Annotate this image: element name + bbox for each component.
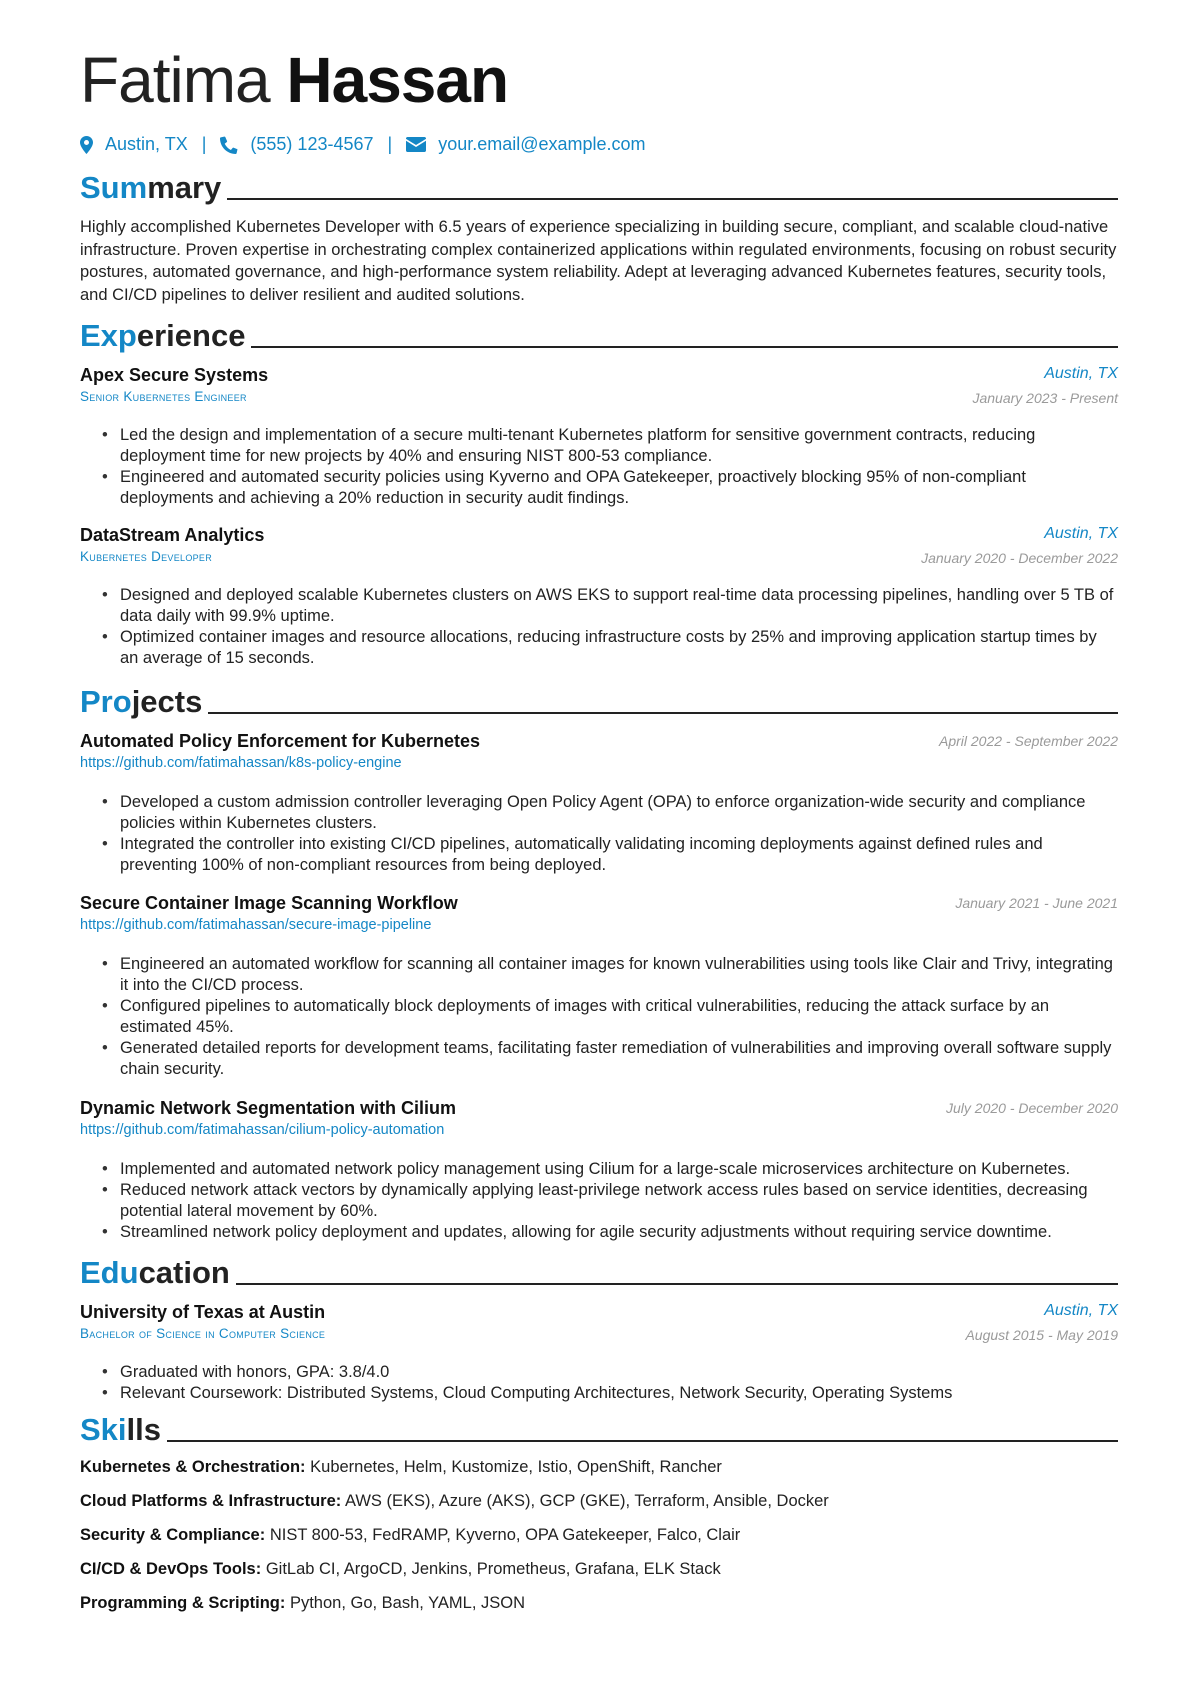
education-dates: August 2015 - May 2019 <box>965 1327 1118 1343</box>
bullet-item: • Streamlined network policy deployment and updates, allowing for agile security adjustments without requiring service downtime. <box>102 1222 1118 1243</box>
separator: | <box>201 134 207 154</box>
job-entry <box>80 525 1118 564</box>
company-name: Apex Secure Systems <box>80 365 269 385</box>
bullet-item: • Integrated the controller into existing CI/CD pipelines, automatically validating incoming deployments against defined rules and preventing 100% of non-compliant resources from being deployed. <box>102 834 1118 876</box>
phone-icon <box>220 136 238 154</box>
contact-location <box>80 134 188 155</box>
bullet-item: • Engineered and automated security policies using Kyverno and OPA Gatekeeper, proactively blocking 95% of non-compliant deployments and achieving a 20% reduction in security audit findings. <box>102 467 1118 509</box>
section-heading-projects: Projects <box>80 684 1118 720</box>
project-link[interactable]: https://github.com/fatimahassan/k8s-policy-engine <box>80 755 402 771</box>
section-heading-education: Education <box>80 1255 1118 1291</box>
job-bullets <box>102 425 1118 509</box>
skill-label: CI/CD & DevOps Tools: <box>80 1560 262 1578</box>
skill-label: Cloud Platforms & Infrastructure: <box>80 1492 342 1510</box>
project-dates: April 2022 - September 2022 <box>939 733 1118 749</box>
job-title: Senior Kubernetes Engineer <box>80 389 247 404</box>
project-title: Dynamic Network Segmentation with Cilium <box>80 1098 457 1118</box>
section-rule <box>208 712 1118 714</box>
bullet-item: • Relevant Coursework: Distributed Systems, Cloud Computing Architectures, Network Security, Operating Systems <box>102 1383 1118 1404</box>
skill-row <box>80 1458 722 1477</box>
bullet-item: • Developed a custom admission controller leveraging Open Policy Agent (OPA) to enforce organization-wide security and compliance policies within Kubernetes clusters. <box>102 792 1118 834</box>
project-link[interactable]: https://github.com/fatimahassan/cilium-policy-automation <box>80 1122 445 1138</box>
job-location: Austin, TX <box>1044 365 1118 382</box>
first-name: Fatima <box>80 44 270 116</box>
map-marker-icon <box>80 136 93 154</box>
email-text: your.email@example.com <box>438 134 646 154</box>
skill-row <box>80 1492 829 1511</box>
separator: | <box>387 134 393 154</box>
bullet-item: • Led the design and implementation of a secure multi-tenant Kubernetes platform for sensitive government contracts, reducing deployment time for new projects by 40% and ensuring NIST 800-53 compliance. <box>102 425 1118 467</box>
contact-email[interactable] <box>406 134 645 155</box>
section-heading-skills: Skills <box>80 1412 1118 1448</box>
project-bullets <box>102 1159 1118 1243</box>
project-entry <box>80 893 1118 933</box>
school-location: Austin, TX <box>1044 1302 1118 1319</box>
skill-value: Python, Go, Bash, YAML, JSON <box>289 1594 526 1612</box>
bullet-item: • Engineered an automated workflow for scanning all container images for known vulnerabilities using tools like Clair and Trivy, integrating it into the CI/CD process. <box>102 954 1118 996</box>
project-link[interactable]: https://github.com/fatimahassan/secure-image-pipeline <box>80 917 432 933</box>
skill-value: AWS (EKS), Azure (AKS), GCP (GKE), Terraform, Ansible, Docker <box>344 1492 829 1510</box>
job-dates: January 2023 - Present <box>972 390 1118 406</box>
bullet-item: • Designed and deployed scalable Kubernetes clusters on AWS EKS to support real-time data processing pipelines, handling over 5 TB of data daily with 99.9% uptime. <box>102 585 1118 627</box>
job-entry <box>80 365 1118 404</box>
skill-value: GitLab CI, ArgoCD, Jenkins, Prometheus, Grafana, ELK Stack <box>265 1560 721 1578</box>
project-entry <box>80 731 1118 771</box>
skill-label: Security & Compliance: <box>80 1526 266 1544</box>
section-rule <box>227 198 1118 200</box>
bullet-item: • Configured pipelines to automatically block deployments of images with critical vulnerabilities, reducing the attack surface by an estimated 45%. <box>102 996 1118 1038</box>
bullet-item: • Graduated with honors, GPA: 3.8/4.0 <box>102 1362 1118 1383</box>
section-heading-summary: Summary <box>80 170 1118 206</box>
degree: Bachelor of Science in Computer Science <box>80 1326 326 1341</box>
job-dates: January 2020 - December 2022 <box>921 550 1118 566</box>
skill-row <box>80 1594 525 1613</box>
section-heading-experience: Experience <box>80 318 1118 354</box>
section-rule <box>236 1283 1118 1285</box>
bullet-item: • Reduced network attack vectors by dynamically applying least-privilege network access rules based on service identities, decreasing potential lateral movement by 60%. <box>102 1180 1118 1222</box>
project-dates: January 2021 - June 2021 <box>955 895 1118 911</box>
last-name: Hassan <box>286 44 509 116</box>
school-name: University of Texas at Austin <box>80 1302 326 1322</box>
summary-text: Highly accomplished Kubernetes Developer with 6.5 years of experience specializing in building secure, compliant, and scalable cloud-native infrastructure. Proven expertise in orchestrating complex containerized applications within regulated environments, focusing on robust security postures, automated governance, and high-performance system reliability. Adept at leveraging advanced Kubernetes features, security tools, and CI/CD pipelines to deliver resilient and audited solutions. <box>80 218 1117 304</box>
project-bullets <box>102 954 1118 1080</box>
bullet-item: • Generated detailed reports for development teams, facilitating faster remediation of vulnerabilities and improving overall software supply chain security. <box>102 1038 1118 1080</box>
job-bullets <box>102 585 1118 669</box>
contact-phone[interactable] <box>220 134 373 155</box>
project-dates: July 2020 - December 2020 <box>946 1100 1118 1116</box>
skill-label: Programming & Scripting: <box>80 1594 286 1612</box>
contact-line <box>80 134 646 155</box>
bullet-item: • Implemented and automated network policy management using Cilium for a large-scale microservices architecture on Kubernetes. <box>102 1159 1118 1180</box>
project-title: Secure Container Image Scanning Workflow <box>80 893 458 913</box>
skill-value: NIST 800-53, FedRAMP, Kyverno, OPA Gatekeeper, Falco, Clair <box>269 1526 741 1544</box>
project-bullets <box>102 792 1118 876</box>
job-title: Kubernetes Developer <box>80 549 213 564</box>
section-rule <box>251 346 1118 348</box>
section-rule <box>167 1440 1118 1442</box>
phone-text: (555) 123-4567 <box>250 134 374 154</box>
project-title: Automated Policy Enforcement for Kubernetes <box>80 731 481 751</box>
candidate-name <box>80 40 508 120</box>
bullet-item: • Optimized container images and resource allocations, reducing infrastructure costs by 25% and improving application startup times by an average of 15 seconds. <box>102 627 1118 669</box>
company-name: DataStream Analytics <box>80 525 265 545</box>
skill-row <box>80 1560 721 1579</box>
education-entry <box>80 1302 1118 1341</box>
education-bullets <box>102 1362 1118 1404</box>
skill-value: Kubernetes, Helm, Kustomize, Istio, OpenShift, Rancher <box>310 1458 722 1476</box>
skill-label: Kubernetes & Orchestration: <box>80 1458 306 1476</box>
project-entry <box>80 1098 1118 1138</box>
job-location: Austin, TX <box>1044 525 1118 542</box>
location-text: Austin, TX <box>105 134 188 154</box>
envelope-icon <box>406 137 426 152</box>
skill-row <box>80 1526 740 1545</box>
